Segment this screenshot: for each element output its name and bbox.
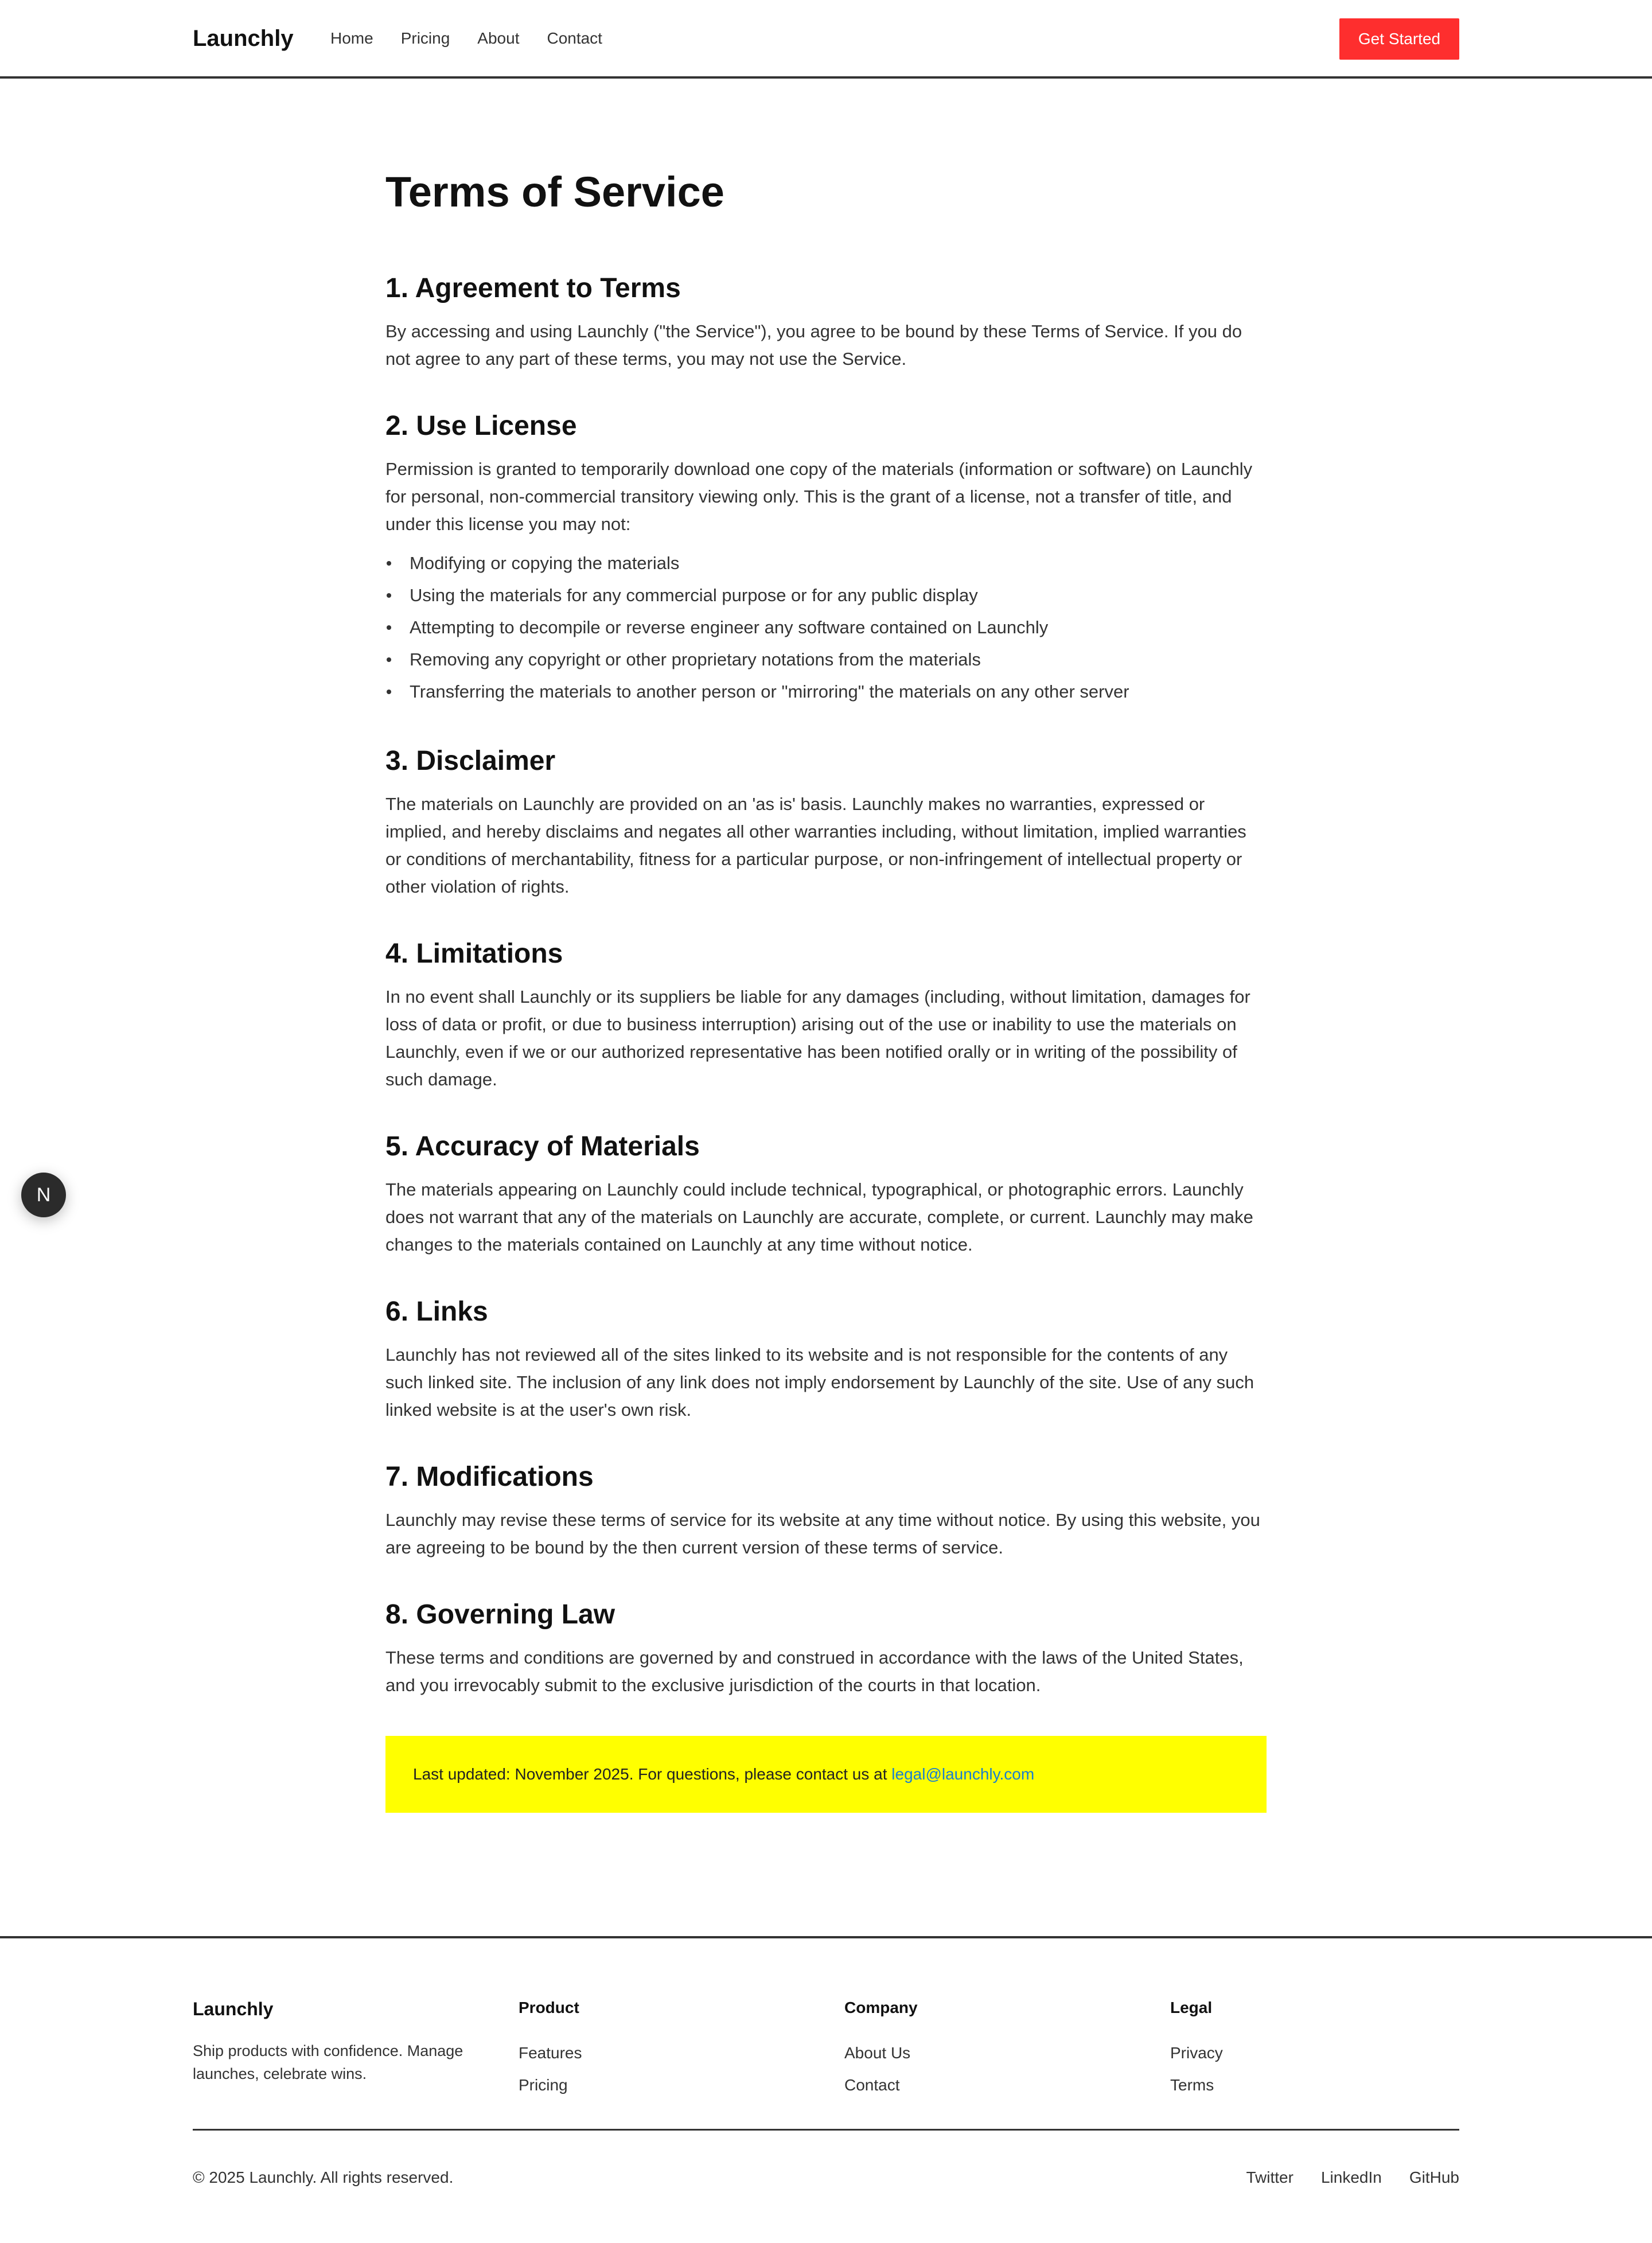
section-paragraph: Permission is granted to temporarily download one copy of the materials (information or software) on Launchly for personal, non-commercial transitory viewing only. This is the grant of a license, not a transfer of title, and under this license you may not:	[385, 459, 1253, 534]
footer-description: Ship products with confidence. Manage launches, celebrate wins.	[193, 2042, 463, 2082]
section-use-license	[385, 410, 1267, 708]
footer-divider	[193, 2129, 1459, 2131]
section-heading: 3. Disclaimer	[385, 746, 556, 776]
section-heading: 1. Agreement to Terms	[385, 273, 681, 303]
social-links	[1246, 2168, 1460, 2187]
restrictions-list	[385, 547, 1267, 708]
logo[interactable]: Launchly	[193, 26, 294, 51]
section-heading: 4. Limitations	[385, 939, 563, 969]
footer-column-heading: Legal	[1170, 1999, 1213, 2016]
nav-pricing[interactable]: Pricing	[400, 29, 450, 47]
main-content	[385, 166, 1267, 1813]
copyright-text: © 2025 Launchly. All rights reserved.	[193, 2168, 454, 2186]
footer-column-legal	[1170, 1998, 1223, 2101]
social-link-github[interactable]: GitHub	[1409, 2168, 1459, 2186]
footer-link-about-us[interactable]: About Us	[844, 2044, 911, 2062]
nav-contact[interactable]: Contact	[547, 29, 602, 47]
social-link-twitter[interactable]: Twitter	[1246, 2168, 1293, 2186]
nav-home[interactable]: Home	[330, 29, 373, 47]
footer-column-product	[519, 1998, 582, 2101]
section-agreement	[385, 272, 1267, 373]
section-heading: 2. Use License	[385, 411, 577, 441]
section-heading: 5. Accuracy of Materials	[385, 1131, 700, 1162]
section-accuracy	[385, 1130, 1267, 1259]
legal-email-link[interactable]: legal@launchly.com	[891, 1765, 1035, 1783]
social-link-linkedin[interactable]: LinkedIn	[1320, 2168, 1382, 2186]
footer-link-features[interactable]: Features	[519, 2044, 582, 2062]
last-updated-notice	[385, 1736, 1267, 1813]
section-links	[385, 1295, 1267, 1424]
section-paragraph: By accessing and using Launchly ("the Service"), you agree to be bound by these Terms of Service. If you do not agree to any part of these terms, you may not use the Service.	[385, 321, 1242, 369]
section-governing-law	[385, 1598, 1267, 1699]
section-limitations	[385, 937, 1267, 1093]
footer-logo[interactable]: Launchly	[193, 1999, 274, 2019]
section-heading: 6. Links	[385, 1296, 488, 1327]
footer-column-company	[844, 1998, 918, 2101]
section-disclaimer	[385, 745, 1267, 901]
section-paragraph: The materials on Launchly are provided on an 'as is' basis. Launchly makes no warranties, expressed or implied, and hereby disclaims and negates all other warranties including, without limitation, implied warranties or conditions of merchantability, fitness for a particular purpose, or non-infringement of intellectual property or other violation of rights.	[385, 794, 1246, 897]
get-started-button[interactable]: Get Started	[1339, 18, 1459, 60]
list-item: Transferring the materials to another person or "mirroring" the materials on any other server	[385, 676, 1267, 708]
section-paragraph: The materials appearing on Launchly could include technical, typographical, or photographic errors. Launchly does not warrant that any of the materials on Launchly are accurate, complete, or current. Launchly may make changes to the materials contained on Launchly at any time without notice.	[385, 1179, 1253, 1255]
footer-link-terms[interactable]: Terms	[1170, 2076, 1214, 2094]
footer-column-heading: Product	[519, 1999, 579, 2016]
section-paragraph: These terms and conditions are governed by and construed in accordance with the laws of the United States, and you irrevocably submit to the exclusive jurisdiction of the courts in that location.	[385, 1648, 1244, 1695]
notice-text: Last updated: November 2025. For questions, please contact us at	[413, 1765, 892, 1783]
list-item: Attempting to decompile or reverse engineer any software contained on Launchly	[385, 612, 1267, 644]
section-modifications	[385, 1461, 1267, 1561]
page-title: Terms of Service	[385, 168, 724, 216]
footer-column-heading: Company	[844, 1999, 918, 2016]
n-badge-icon[interactable]: N	[21, 1173, 66, 1217]
site-footer	[0, 1936, 1652, 2243]
section-heading: 8. Governing Law	[385, 1599, 615, 1630]
section-paragraph: Launchly has not reviewed all of the sites linked to its website and is not responsible for the contents of any such linked site. The inclusion of any link does not imply endorsement by Launchly of the site. Use of any such linked website is at the user's own risk.	[385, 1345, 1254, 1420]
site-header	[0, 0, 1652, 79]
footer-brand-column	[193, 1998, 491, 2085]
nav-about[interactable]: About	[477, 29, 520, 47]
footer-link-pricing[interactable]: Pricing	[519, 2076, 568, 2094]
section-paragraph: In no event shall Launchly or its suppliers be liable for any damages (including, without limitation, damages for loss of data or profit, or due to business interruption) arising out of the use or inability to use the materials on Launchly, even if we or our authorized representative has been notified orally or in writing of the possibility of such damage.	[385, 987, 1250, 1089]
list-item: Modifying or copying the materials	[385, 547, 1267, 579]
footer-link-privacy[interactable]: Privacy	[1170, 2044, 1223, 2062]
footer-link-contact[interactable]: Contact	[844, 2076, 900, 2094]
section-heading: 7. Modifications	[385, 1462, 594, 1492]
main-nav	[330, 29, 602, 48]
list-item: Removing any copyright or other proprietary notations from the materials	[385, 644, 1267, 676]
section-paragraph: Launchly may revise these terms of service for its website at any time without notice. By using this website, you are agreeing to be bound by the then current version of these terms of service.	[385, 1510, 1260, 1557]
list-item: Using the materials for any commercial purpose or for any public display	[385, 579, 1267, 612]
